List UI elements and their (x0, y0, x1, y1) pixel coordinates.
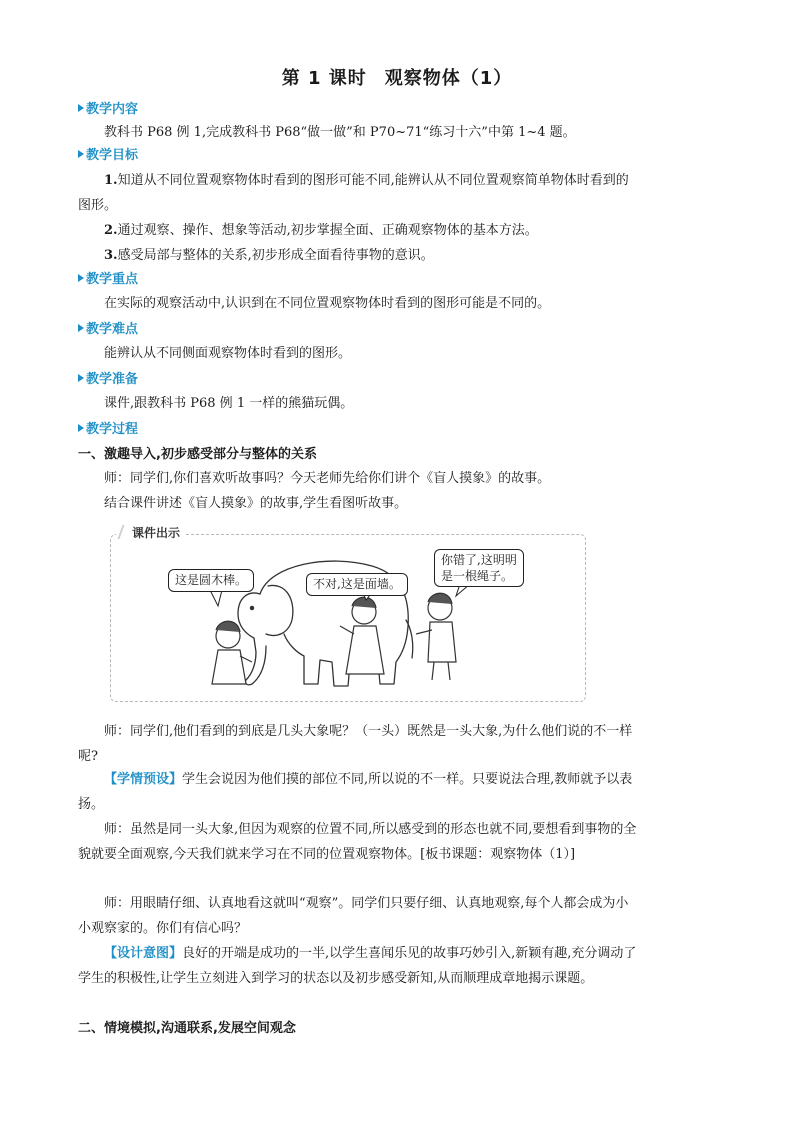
middle-child-arm (340, 626, 354, 634)
left-child-body (212, 650, 246, 684)
section-goals-label: 教学目标 (78, 147, 138, 165)
goal-1: 1.知道从不同位置观察物体时看到的图形可能不同,能辨认从不同位置观察简单物体时看到的图形。 (78, 173, 629, 213)
bubble1-tail (210, 590, 222, 606)
part1-paragraph-2: 结合课件讲述《盲人摸象》的故事,学生看图听故事。 (104, 496, 408, 511)
triangle-icon (78, 274, 84, 282)
triangle-icon (78, 104, 84, 112)
elephant-ear (266, 585, 293, 635)
section-difficulty-label: 教学难点 (78, 321, 138, 339)
right-child-body (428, 622, 456, 662)
content-text: 教科书 P68 例 1,完成教科书 P68“做一做”和 P70~71“练习十六”中第 1~4 题。 (104, 125, 576, 140)
lesson-title: 观察物体（1） (384, 68, 513, 89)
elephant-eye (250, 606, 253, 609)
learning-preview-tag: 【学情预设】 (104, 772, 183, 787)
part1-paragraph-1: 师：同学们,你们喜欢听故事吗？今天老师先给你们讲个《盲人摸象》的故事。 (104, 471, 551, 486)
section-prep-label: 教学准备 (78, 371, 138, 389)
right-child-legs (432, 662, 450, 680)
speech-bubble-1: 这是圆木棒。 (168, 569, 254, 592)
triangle-icon (78, 374, 84, 382)
design-intent-tag: 【设计意图】 (104, 946, 183, 961)
figure-label: 课件出示 (116, 524, 184, 541)
part1-paragraph-4: 【学情预设】学生会说因为他们摸的部位不同,所以说的不一样。只要说法合理,教师就予以表扬。 (78, 772, 633, 812)
prep-text: 课件,跟教科书 P68 例 1 一样的熊猫玩偶。 (104, 396, 354, 411)
part1-paragraph-7: 【设计意图】良好的开端是成功的一半,以学生喜闻乐见的故事巧妙引入,新颖有趣,充分调动了学生的积极性,让学生立刻进入到学习的状态以及初步感受新知,从而顺理成章地揭示课题。 (78, 946, 637, 986)
speech-bubble-3: 你错了,这明明 是一根绳子。 (434, 549, 524, 587)
key-text: 在实际的观察活动中,认识到在不同位置观察物体时看到的图形可能是不同的。 (104, 296, 551, 311)
section-process-label: 教学过程 (78, 421, 138, 439)
section-key-label: 教学重点 (78, 271, 138, 289)
triangle-icon (78, 150, 84, 158)
goal-2: 2.通过观察、操作、想象等活动,初步掌握全面、正确观察物体的基本方法。 (104, 223, 538, 238)
part1-paragraph-5: 师：虽然是同一头大象,但因为观察的位置不同,所以感受到的形态也就不同,要想看到事物的全貌就要全面观察,今天我们就来学习在不同的位置观察物体。[板书课题：观察物体（1）] (78, 822, 637, 862)
part1-paragraph-6: 师：用眼睛仔细、认真地看这就叫“观察”。同学们只要仔细、认真地观察,每个人都会成为小小观察家的。你们有信心吗？ (78, 896, 629, 936)
difficulty-text: 能辨认从不同侧面观察物体时看到的图形。 (104, 346, 352, 361)
part2-heading: 二、情境模拟,沟通联系,发展空间观念 (78, 1021, 296, 1036)
triangle-icon (78, 324, 84, 332)
triangle-icon (78, 424, 84, 432)
elephant-tail (406, 620, 413, 658)
speech-bubble-2: 不对,这是面墙。 (306, 573, 408, 596)
part1-heading: 一、激趣导入,初步感受部分与整体的关系 (78, 447, 317, 462)
page-title (0, 64, 794, 90)
part1-paragraph-3: 师：同学们,他们看到的到底是几头大象呢？（一头）既然是一头大象,为什么他们说的不一样呢? (78, 724, 633, 764)
section-content-label: 教学内容 (78, 101, 138, 119)
goal-3: 3.感受局部与整体的关系,初步形成全面看待事物的意识。 (104, 248, 434, 263)
lesson-number: 第 1 课时 (281, 68, 367, 89)
